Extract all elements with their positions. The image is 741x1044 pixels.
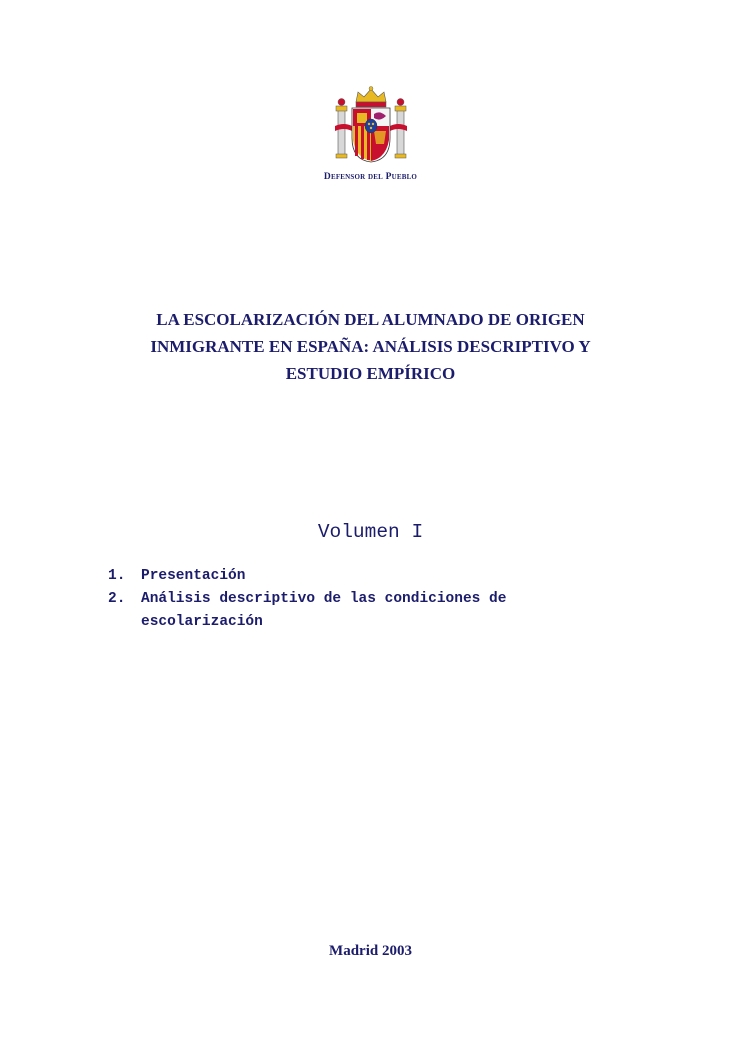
document-title <box>100 306 641 387</box>
institution-name: Defensor del Pueblo <box>323 172 418 182</box>
contents-item-text: Análisis descriptivo de las condiciones de escolarización <box>141 591 507 630</box>
contents-item-number: 2. <box>108 591 126 607</box>
place-and-date: Madrid 2003 <box>329 943 412 959</box>
contents-list <box>108 565 628 634</box>
contents-item <box>108 565 628 588</box>
contents-item-text: Presentación <box>141 568 246 584</box>
contents-item-number: 1. <box>108 568 126 584</box>
contents-item <box>108 588 628 634</box>
volume-label: Volumen I <box>317 521 424 543</box>
title-line-3: ESTUDIO EMPÍRICO <box>285 364 456 383</box>
title-line-2: INMIGRANTE EN ESPAÑA: ANÁLISIS DESCRIPTIVO Y <box>150 337 591 356</box>
spanish-coat-of-arms-icon <box>334 86 408 164</box>
title-line-1: LA ESCOLARIZACIÓN DEL ALUMNADO DE ORIGEN <box>156 310 585 329</box>
